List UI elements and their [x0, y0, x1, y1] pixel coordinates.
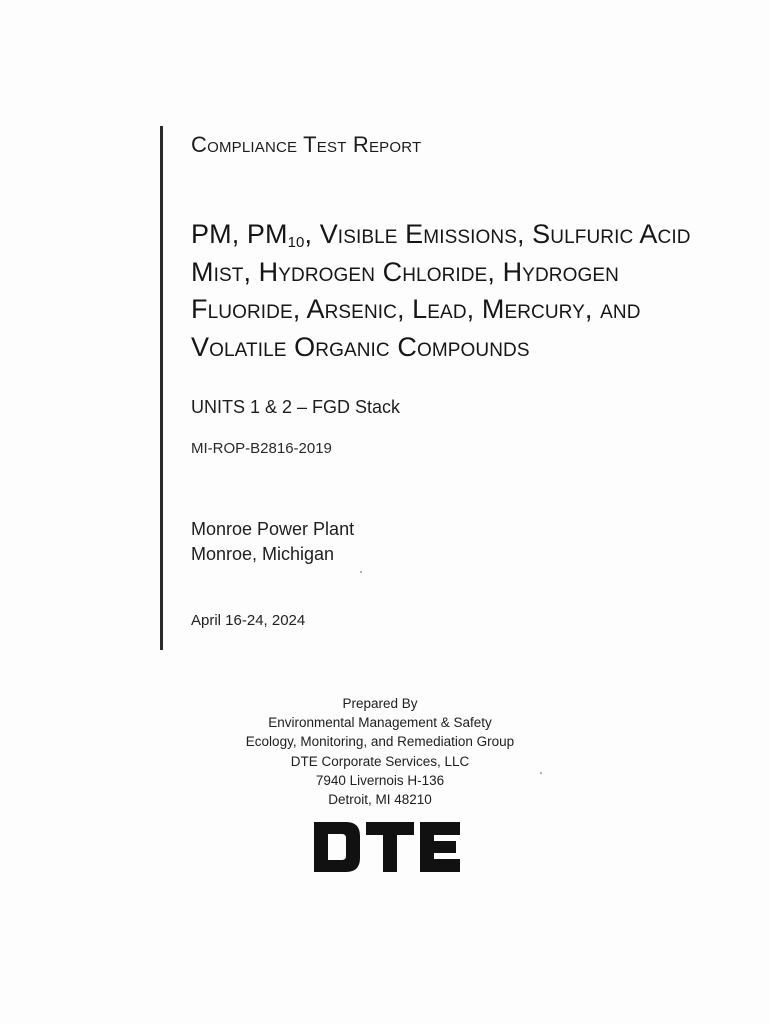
title-part-2: , Visible Emissions, Sulfuric Acid Mist, Hydrogen Chloride, Hydrogen Fluoride, Arsenic, Lead, Mercury, and Volatile Organic Compounds	[191, 219, 691, 362]
prepared-by-line: Ecology, Monitoring, and Remediation Group	[245, 734, 515, 750]
title-subscript: 10	[287, 234, 305, 251]
plant-city: Monroe, Michigan	[191, 544, 335, 564]
prepared-by-line: 7940 Livernois H-136	[315, 772, 445, 788]
scan-speck	[540, 772, 542, 774]
prepared-by-line: DTE Corporate Services, LLC	[290, 753, 470, 769]
title-part-1: PM, PM	[191, 219, 288, 249]
prepared-by-line: Detroit, MI 48210	[328, 792, 432, 808]
plant-name: Monroe Power Plant	[191, 519, 355, 539]
scan-speck	[360, 571, 362, 573]
report-type-heading: Compliance Test Report	[191, 132, 422, 157]
units-line: UNITS 1 & 2 – FGD Stack	[191, 397, 401, 417]
prepared-by-line: Environmental Management & Safety	[268, 715, 492, 731]
margin-rule	[160, 126, 163, 650]
report-title	[191, 216, 711, 366]
plant-location	[191, 517, 710, 567]
test-dates: April 16-24, 2024	[191, 612, 306, 629]
permit-number: MI-ROP-B2816-2019	[191, 440, 332, 457]
prepared-by-block	[200, 694, 560, 809]
dte-logo	[300, 818, 470, 876]
prepared-by-heading: Prepared By	[342, 696, 418, 711]
